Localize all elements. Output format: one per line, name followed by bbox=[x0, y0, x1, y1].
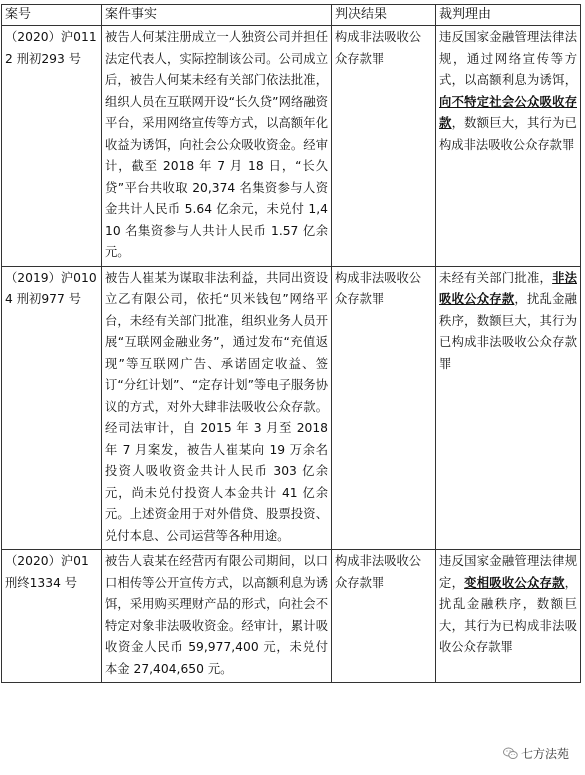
watermark bbox=[501, 745, 571, 762]
header-case-no: 案号 bbox=[2, 5, 102, 26]
watermark-text: 七方法苑 bbox=[520, 747, 569, 761]
case-no-cell: （2019）沪0104 刑初977 号 bbox=[2, 266, 102, 550]
reason-cell bbox=[436, 26, 581, 267]
reason-cell bbox=[436, 266, 581, 550]
reason-cell bbox=[436, 550, 581, 683]
verdict-cell: 构成非法吸收公众存款罪 bbox=[332, 550, 436, 683]
verdict-cell: 构成非法吸收公众存款罪 bbox=[332, 266, 436, 550]
table-header-row bbox=[2, 5, 581, 26]
reason-text: 违反国家金融管理法律规定， bbox=[439, 554, 577, 590]
facts-cell: 被告人何某注册成立一人独资公司并担任法定代表人，实际控制该公司。公司成立后，被告人何某未经有关部门依法批准，组织人员在互联网开设“长久贷”网络融资平台，采用网络宣传等方式，以高额年化收益为诱饵，向社会公众吸收资金。经审计，截至 2018 年 7 月 18 日，“长久贷”平台共收取 20,374 名集资参与人资金共计人民币 5.64 亿余元，未兑付 1,410 名集资参与人共计人民币 1.57 亿余元。 bbox=[102, 26, 332, 267]
reason-emphasis: 向不特定社会公众吸收存款 bbox=[439, 94, 577, 130]
header-facts: 案件事实 bbox=[102, 5, 332, 26]
reason-emphasis: 变相吸收公众存款 bbox=[464, 575, 565, 590]
reason-text: ，数额巨大，其行为已构成非法吸收公众存款罪 bbox=[439, 116, 577, 152]
reason-text: 违反国家金融管理法律法规，通过网络宣传等方式，以高额利息为诱饵， bbox=[439, 30, 577, 87]
header-reason: 裁判理由 bbox=[436, 5, 581, 26]
verdict-cell: 构成非法吸收公众存款罪 bbox=[332, 26, 436, 267]
table-row bbox=[2, 26, 581, 267]
facts-cell: 被告人袁某在经营丙有限公司期间，以口口相传等公开宣传方式，以高额利息为诱饵，采用购买理财产品的形式，向社会不特定对象非法吸收资金。经审计，累计吸收资金人民币 59,977,400 元，未兑付本金 27,404,650 元。 bbox=[102, 550, 332, 683]
table-row bbox=[2, 266, 581, 550]
case-no-cell: （2020）沪0112 刑初293 号 bbox=[2, 26, 102, 267]
reason-text: ，扰乱金融秩序，数额巨大，其行为已构成非法吸收公众存款罪 bbox=[439, 575, 577, 654]
wechat-icon bbox=[503, 747, 518, 760]
table-row bbox=[2, 550, 581, 683]
header-verdict: 判决结果 bbox=[332, 5, 436, 26]
facts-cell: 被告人崔某为谋取非法利益，共同出资设立乙有限公司，依托“贝米钱包”网络平台，未经有关部门批准，组织业务人员开展“互联网金融业务”，通过发布“充值返现”等互联网广告、承诺固定收益、签订“分红计划”、“定存计划”等电子服务协议的方式，对外大肆非法吸收公众存款。经司法审计，自 2015 年 3 月至 2018 年 7 月案发，被告人崔某向 19 万余名投资人吸收资金共计人民币 303 亿余元，尚未兑付投资人本金共计 41 亿余元。上述资金用于对外借贷、股票投资、兑付本息、公司运营等各种用途。 bbox=[102, 266, 332, 550]
case-no-cell: （2020）沪01 刑终1334 号 bbox=[2, 550, 102, 683]
case-table bbox=[1, 4, 581, 683]
reason-emphasis: 非法吸收公众存款 bbox=[439, 270, 577, 306]
reason-text: 未经有关部门批准， bbox=[439, 270, 553, 285]
reason-text: ，扰乱金融秩序，数额巨大，其行为已构成非法吸收公众存款罪 bbox=[439, 292, 577, 371]
